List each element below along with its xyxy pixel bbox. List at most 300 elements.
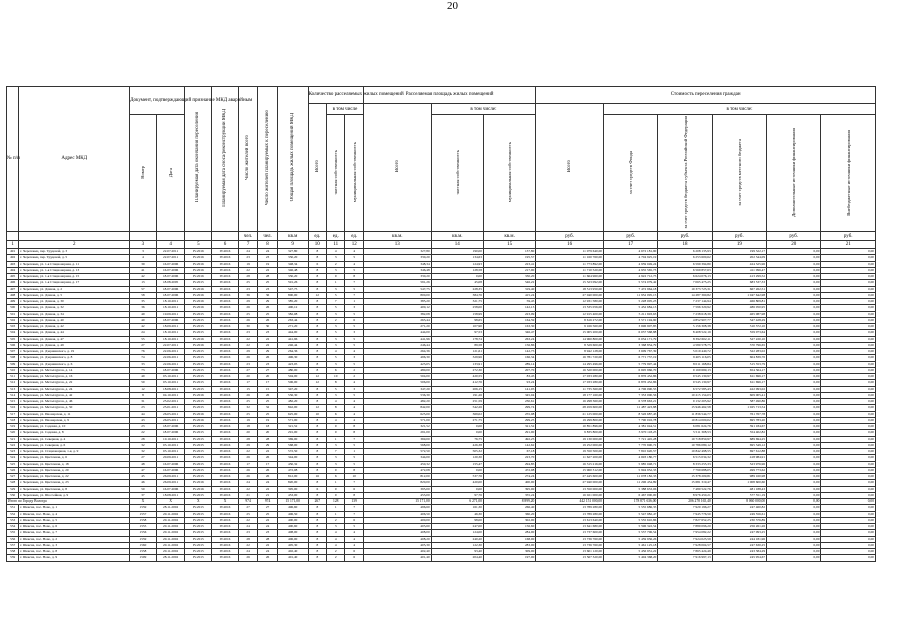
header-residents-planned: Число жителей планируемых к переселению xyxy=(258,87,277,232)
value-cell: 15 681 319,47 xyxy=(658,480,712,486)
value-cell: 283,00 xyxy=(483,542,535,548)
header-area-including: в том числе: xyxy=(431,104,536,115)
value-cell: 44 xyxy=(130,411,157,417)
value-cell: 0,00 xyxy=(431,430,483,436)
value-cell: 546,22 xyxy=(483,280,535,286)
value-cell: 2 xyxy=(327,517,345,523)
value-cell: 13 789 280,00 xyxy=(536,505,604,511)
value-cell: 13 xyxy=(130,280,157,286)
value-cell: 19 130 000,00 xyxy=(536,436,604,442)
row-number-cell: 524 xyxy=(7,455,19,461)
value-cell: 22 xyxy=(238,449,257,455)
value-cell: 4 xyxy=(345,405,363,411)
column-number-2: 2 xyxy=(19,241,130,249)
value-cell: 9 169 669,13 xyxy=(658,367,712,373)
value-cell: 18.09.2011 xyxy=(156,324,185,330)
value-cell: 0,00 xyxy=(767,324,821,330)
value-cell: 18.07.2006 xyxy=(156,286,185,292)
value-cell: 0,00 xyxy=(821,492,876,498)
value-cell: 161,30 xyxy=(431,505,483,511)
value-cell: 245 954,67 xyxy=(712,555,766,561)
value-cell: 6 253 600,62 xyxy=(658,255,712,261)
value-cell: 5 459 936,26 xyxy=(603,536,657,542)
value-cell: 03.10.2011 xyxy=(156,449,185,455)
value-cell: 1556 xyxy=(130,530,157,536)
value-cell: 0,00 xyxy=(431,274,483,280)
address-cell: г. Череповец, ул. Цветочная, д. 23 xyxy=(19,480,130,486)
value-cell: 0,00 xyxy=(821,299,876,305)
value-cell: 348,34 xyxy=(277,261,308,267)
value-cell: 347 428,29 xyxy=(712,317,766,323)
value-cell: 7 238 618,39 xyxy=(658,311,712,317)
value-cell: 25 xyxy=(258,411,277,417)
value-cell: 22.07.2011 xyxy=(156,255,185,261)
value-cell: IV.2015 xyxy=(185,380,212,386)
value-cell: 74 xyxy=(130,355,157,361)
value-cell: 1 xyxy=(327,511,345,517)
value-cell: IV.2015 xyxy=(185,555,212,561)
column-number-1: 1 xyxy=(7,241,19,249)
value-cell: 400,12 xyxy=(277,305,308,311)
column-number-12: 12 xyxy=(345,241,363,249)
header-no: № п/п xyxy=(7,87,19,232)
value-cell: 76,75 xyxy=(431,436,483,442)
value-cell: 842,00 xyxy=(277,405,308,411)
value-cell: 625,00 xyxy=(277,411,308,417)
value-cell: 0,00 xyxy=(767,536,821,542)
value-cell: 16.07.2006 xyxy=(156,261,185,267)
column-number-5: 5 xyxy=(185,241,212,249)
value-cell: 1 xyxy=(327,480,345,486)
value-cell: 22 xyxy=(238,342,257,348)
value-cell: 0,00 xyxy=(821,361,876,367)
value-cell: IV.2016 xyxy=(212,505,239,511)
value-cell: 11 836 544,77 xyxy=(658,411,712,417)
value-cell: 2 xyxy=(327,555,345,561)
value-cell: 2 xyxy=(345,374,363,380)
value-cell: 322 283,02 xyxy=(712,349,766,355)
value-cell: 0,00 xyxy=(767,430,821,436)
value-cell: 0 xyxy=(327,486,345,492)
value-cell: 5 xyxy=(345,361,363,367)
value-cell: 76 xyxy=(130,349,157,355)
total-cell: 15 171,00 xyxy=(363,499,431,505)
value-cell: 321,52 xyxy=(277,424,308,430)
value-cell: 246,44 xyxy=(363,342,431,348)
value-cell: 2 xyxy=(327,261,345,267)
value-cell: 10 xyxy=(308,411,326,417)
value-cell: 26 xyxy=(258,455,277,461)
value-cell: 24 xyxy=(258,480,277,486)
value-cell: 24 xyxy=(258,249,277,255)
value-cell: 0,00 xyxy=(821,430,876,436)
value-cell: 11 079 640,00 xyxy=(536,249,604,255)
value-cell: 1558 xyxy=(130,517,157,523)
value-cell: 8 408 522,19 xyxy=(658,330,712,336)
value-cell: 0,00 xyxy=(767,342,821,348)
value-cell: 271,20 xyxy=(363,324,431,330)
value-cell: 24 xyxy=(258,524,277,530)
value-cell: 289,14 xyxy=(483,361,535,367)
value-cell: 329,96 xyxy=(431,355,483,361)
value-cell: 25 xyxy=(238,280,257,286)
header-area-municipal: муниципальная собственность xyxy=(483,115,535,232)
header-address: Адрес МКД xyxy=(19,87,130,232)
value-cell: 3 xyxy=(345,386,363,392)
value-cell: IV.2016 xyxy=(212,449,239,455)
value-cell: 3 xyxy=(327,442,345,448)
value-cell: 0,00 xyxy=(821,455,876,461)
row-number-cell: 522 xyxy=(7,442,19,448)
value-cell: 480,00 xyxy=(277,367,308,373)
value-cell: IV.2016 xyxy=(212,355,239,361)
value-cell: 5 xyxy=(327,305,345,311)
value-cell: 19 xyxy=(238,261,257,267)
row-number-cell: 504 xyxy=(7,330,19,336)
row-number-cell: 515 xyxy=(7,399,19,405)
value-cell: 0,00 xyxy=(431,467,483,473)
value-cell: 18.07.2006 xyxy=(156,430,185,436)
value-cell: 25 xyxy=(258,511,277,517)
value-cell: 12 xyxy=(308,405,326,411)
value-cell: IV.2016 xyxy=(212,436,239,442)
value-cell: 7 790 016,78 xyxy=(603,417,657,423)
value-cell: 0,00 xyxy=(767,280,821,286)
value-cell: 26 xyxy=(258,305,277,311)
value-cell: 16 021 000,00 xyxy=(536,492,604,498)
row-number-cell: 502 xyxy=(7,317,19,323)
value-cell: 67,18 xyxy=(483,449,535,455)
unit-cell-15: кв.м. xyxy=(483,232,535,241)
value-cell: 6 771 737,19 xyxy=(603,355,657,361)
value-cell: IV.2016 xyxy=(212,317,239,323)
value-cell: 8 526 687,45 xyxy=(603,411,657,417)
value-cell: 7 xyxy=(345,436,363,442)
value-cell: 0,00 xyxy=(767,349,821,355)
value-cell: 1 047 642,98 xyxy=(712,292,766,298)
value-cell: 482,20 xyxy=(277,399,308,405)
value-cell: IV.2015 xyxy=(185,536,212,542)
value-cell: 2 xyxy=(327,317,345,323)
value-cell: IV.2016 xyxy=(212,392,239,398)
value-cell: 0 xyxy=(327,424,345,430)
value-cell: 29 xyxy=(258,299,277,305)
units-row xyxy=(7,232,876,241)
row-number-cell: 537 xyxy=(7,542,19,548)
value-cell: 492,25 xyxy=(483,436,535,442)
value-cell: 264,36 xyxy=(277,349,308,355)
value-cell: 22.06.2011 xyxy=(156,355,185,361)
value-cell: 26.05.2011 xyxy=(156,411,185,417)
row-number-cell: 506 xyxy=(7,342,19,348)
value-cell: 4 922 712,75 xyxy=(603,274,657,280)
value-cell: 4 xyxy=(327,536,345,542)
value-cell: 6 569 857,63 xyxy=(658,267,712,273)
value-cell: 26 xyxy=(238,467,257,473)
value-cell: 4 704 925,19 xyxy=(603,255,657,261)
value-cell: 230,61 xyxy=(483,399,535,405)
value-cell: 18 xyxy=(238,424,257,430)
value-cell: 15 323 092,00 xyxy=(536,280,604,286)
value-cell: IV.2016 xyxy=(212,424,239,430)
value-cell: 405,30 xyxy=(277,542,308,548)
value-cell: 0 xyxy=(327,467,345,473)
value-cell: 7 799 688,05 xyxy=(658,467,712,473)
row-number-cell: 509 xyxy=(7,361,19,367)
value-cell: 26 xyxy=(258,317,277,323)
value-cell: 0,00 xyxy=(821,274,876,280)
value-cell: 418 984,91 xyxy=(712,455,766,461)
value-cell: 263,24 xyxy=(483,336,535,342)
value-cell: IV.2016 xyxy=(212,542,239,548)
value-cell: 466 809,81 xyxy=(712,299,766,305)
value-cell: 155,47 xyxy=(431,461,483,467)
value-cell: 120,30 xyxy=(431,455,483,461)
value-cell: IV.2015 xyxy=(185,355,212,361)
value-cell: 12 xyxy=(308,292,326,298)
row-number-cell: 525 xyxy=(7,461,19,467)
row-number-cell: 518 xyxy=(7,417,19,423)
value-cell: 0,00 xyxy=(767,511,821,517)
value-cell: 299,74 xyxy=(483,405,535,411)
address-cell: г. Шексна, пос. Ново, д. 5 xyxy=(19,517,130,523)
value-cell: 23 xyxy=(258,530,277,536)
address-cell: г. Череповец, ул. Дачная, д. 49 xyxy=(19,342,130,348)
value-cell: 6 xyxy=(327,411,345,417)
value-cell: 19 299 800,00 xyxy=(536,417,604,423)
value-cell: 406,50 xyxy=(277,511,308,517)
value-cell: 256 261,26 xyxy=(712,524,766,530)
value-cell: 291,00 xyxy=(277,430,308,436)
header-fund-money: за счет средств Фонда xyxy=(603,115,657,232)
value-cell: 369,00 xyxy=(363,436,431,442)
value-cell: IV.2016 xyxy=(212,305,239,311)
value-cell: 22 xyxy=(238,517,257,523)
value-cell: 26 xyxy=(238,355,257,361)
value-cell: 197,00 xyxy=(483,555,535,561)
value-cell: 395,00 xyxy=(277,486,308,492)
value-cell: 1 xyxy=(327,505,345,511)
value-cell: 98,65 xyxy=(431,317,483,323)
value-cell: 18.07.2006 xyxy=(156,292,185,298)
value-cell: 385,20 xyxy=(277,299,308,305)
value-cell: 0,00 xyxy=(821,536,876,542)
value-cell: 0,00 xyxy=(821,280,876,286)
value-cell: 536,30 xyxy=(277,392,308,398)
row-number-cell: 494 xyxy=(7,267,19,273)
value-cell: 0,00 xyxy=(767,467,821,473)
unit-cell-19: руб. xyxy=(712,232,766,241)
header-cost-total: Всего xyxy=(536,104,604,232)
value-cell: 246,44 xyxy=(277,342,308,348)
value-cell: 10 215 154,03 xyxy=(658,392,712,398)
value-cell: 472,08 xyxy=(277,467,308,473)
total-cell: 974 xyxy=(258,499,277,505)
value-cell: 395,00 xyxy=(363,486,431,492)
value-cell: 22 xyxy=(258,336,277,342)
value-cell: 0,00 xyxy=(821,449,876,455)
value-cell: 403,60 xyxy=(363,524,431,530)
value-cell: 223,41 xyxy=(483,261,535,267)
value-cell: 3 xyxy=(327,311,345,317)
value-cell: IV.2016 xyxy=(212,380,239,386)
value-cell: 812,00 xyxy=(277,474,308,480)
value-cell: 5 555 610,86 xyxy=(603,517,657,523)
value-cell: 5 555 686,35 xyxy=(603,505,657,511)
address-cell: г. Череповец, ул. Стационарная, 1-я, д. 9 xyxy=(19,449,130,455)
value-cell: IV.2016 xyxy=(212,280,239,286)
value-cell: 384,76 xyxy=(431,292,483,298)
value-cell: 230 376,89 xyxy=(712,517,766,523)
value-cell: 482,20 xyxy=(363,399,431,405)
value-cell: 166,34 xyxy=(483,355,535,361)
value-cell: 73 xyxy=(130,367,157,373)
value-cell: 134,63 xyxy=(431,255,483,261)
value-cell: 4 693 180,77 xyxy=(603,455,657,461)
value-cell: 20 xyxy=(258,374,277,380)
value-cell: 0,00 xyxy=(767,399,821,405)
value-cell: IV.2016 xyxy=(212,311,239,317)
value-cell: 03.10.2011 xyxy=(156,380,185,386)
value-cell: 0,00 xyxy=(767,305,821,311)
value-cell: 22 xyxy=(258,486,277,492)
value-cell: 695 349,12 xyxy=(712,442,766,448)
value-cell: 247 630,25 xyxy=(712,542,766,548)
row-number-cell: 535 xyxy=(7,530,19,536)
value-cell: 8 xyxy=(345,492,363,498)
value-cell: IV.2016 xyxy=(212,405,239,411)
value-cell: 42 xyxy=(130,324,157,330)
value-cell: 22.07.2011 xyxy=(156,249,185,255)
value-cell: 204,40 xyxy=(431,555,483,561)
value-cell: 25 xyxy=(238,311,257,317)
value-cell: IV.2015 xyxy=(185,449,212,455)
value-cell: 29 xyxy=(258,349,277,355)
value-cell: 57 xyxy=(130,286,157,292)
value-cell: 5 xyxy=(345,342,363,348)
value-cell: 18.08.2011 xyxy=(156,492,185,498)
value-cell: 207,70 xyxy=(483,367,535,373)
value-cell: 8 616 272,00 xyxy=(536,317,604,323)
value-cell: 7 889 096,20 xyxy=(658,524,712,530)
row-number-cell: 512 xyxy=(7,380,19,386)
header-area-total: Всего xyxy=(363,104,431,232)
value-cell: 0,00 xyxy=(431,486,483,492)
value-cell: 26.09.2011 xyxy=(156,480,185,486)
row-number-cell: 520 xyxy=(7,430,19,436)
value-cell: 19 xyxy=(258,261,277,267)
value-cell: 23 xyxy=(130,405,157,411)
value-cell: 12 xyxy=(308,374,326,380)
value-cell: 6 xyxy=(345,549,363,555)
value-cell: 406,00 xyxy=(277,536,308,542)
value-cell: 0,00 xyxy=(767,449,821,455)
value-cell: 12 931 580,00 xyxy=(536,299,604,305)
value-cell: 0,00 xyxy=(821,480,876,486)
value-cell: 24 xyxy=(130,330,157,336)
value-cell: 25 xyxy=(258,399,277,405)
value-cell: 22.07.2011 xyxy=(156,342,185,348)
value-cell: 1559 xyxy=(130,536,157,542)
value-cell: 0 xyxy=(327,274,345,280)
value-cell: 611 696,17 xyxy=(712,380,766,386)
value-cell: 142,62 xyxy=(483,442,535,448)
value-cell: 7 916 997,13 xyxy=(658,555,712,561)
value-cell: 13 736 760,00 xyxy=(536,542,604,548)
value-cell: 6 xyxy=(308,261,326,267)
value-cell: 1 025 713,54 xyxy=(712,405,766,411)
value-cell: 24 xyxy=(238,549,257,555)
value-cell: 16 781 720,00 xyxy=(536,355,604,361)
value-cell: 20.11.2002 xyxy=(156,511,185,517)
value-cell: 27 xyxy=(238,367,257,373)
value-cell: 263,44 xyxy=(277,317,308,323)
address-cell: г. Череповец, ул. Садовая, д. 8 xyxy=(19,430,130,436)
value-cell: 382,08 xyxy=(363,311,431,317)
value-cell: 272,30 xyxy=(431,367,483,373)
value-cell: 6 xyxy=(345,517,363,523)
value-cell: 142,75 xyxy=(483,349,535,355)
value-cell: IV.2015 xyxy=(185,461,212,467)
value-cell: 26 xyxy=(238,305,257,311)
value-cell: 1 xyxy=(345,449,363,455)
value-cell: 16.07.2006 xyxy=(156,467,185,473)
value-cell: 36 xyxy=(238,292,257,298)
address-cell: г. Череповец, ул. 1-я Стационарная, д. 15 xyxy=(19,274,130,280)
value-cell: 15 946 462,58 xyxy=(658,405,712,411)
value-cell: 59,45 xyxy=(483,299,535,305)
value-cell: 10.10.2011 xyxy=(156,436,185,442)
value-cell: 0 xyxy=(327,430,345,436)
value-cell: 10 786 080,12 xyxy=(658,442,712,448)
value-cell: IV.2015 xyxy=(185,505,212,511)
value-cell: 481 188,43 xyxy=(712,486,766,492)
value-cell: 0,00 xyxy=(767,405,821,411)
value-cell: 12 915 400,00 xyxy=(536,311,604,317)
value-cell: 8 xyxy=(308,455,326,461)
value-cell: IV.2016 xyxy=(212,517,239,523)
address-cell: г. Шексна, пос. Ново, д. 9 xyxy=(19,555,130,561)
value-cell: 3 xyxy=(327,267,345,273)
value-cell: 1555 xyxy=(130,524,157,530)
value-cell: 625,00 xyxy=(363,411,431,417)
address-cell: г. Череповец, ул. Дачная, д. 42 xyxy=(19,324,130,330)
value-cell: 32 xyxy=(258,405,277,411)
value-cell: 6 xyxy=(308,486,326,492)
value-cell: 3 970 118,25 xyxy=(603,430,657,436)
value-cell: 46 xyxy=(130,480,157,486)
value-cell: 3 xyxy=(327,524,345,530)
value-cell: 13 567 320,00 xyxy=(536,555,604,561)
value-cell: 4 xyxy=(327,399,345,405)
value-cell: 98,00 xyxy=(431,517,483,523)
value-cell: 22.06.2011 xyxy=(156,349,185,355)
value-cell: 4 381 044,51 xyxy=(603,424,657,430)
value-cell: 0,00 xyxy=(767,549,821,555)
value-cell: 107,90 xyxy=(431,324,483,330)
value-cell: IV.2016 xyxy=(212,274,239,280)
column-number-8: 8 xyxy=(258,241,277,249)
value-cell: IV.2016 xyxy=(212,330,239,336)
value-cell: 8 xyxy=(308,317,326,323)
value-cell: 1557 xyxy=(130,511,157,517)
row-number-cell: 538 xyxy=(7,549,19,555)
value-cell: 10 xyxy=(327,374,345,380)
value-cell: 5 511 308,53 xyxy=(658,430,712,436)
value-cell: 3 xyxy=(327,392,345,398)
column-number-16: 16 xyxy=(536,241,604,249)
value-cell: 5 xyxy=(327,355,345,361)
